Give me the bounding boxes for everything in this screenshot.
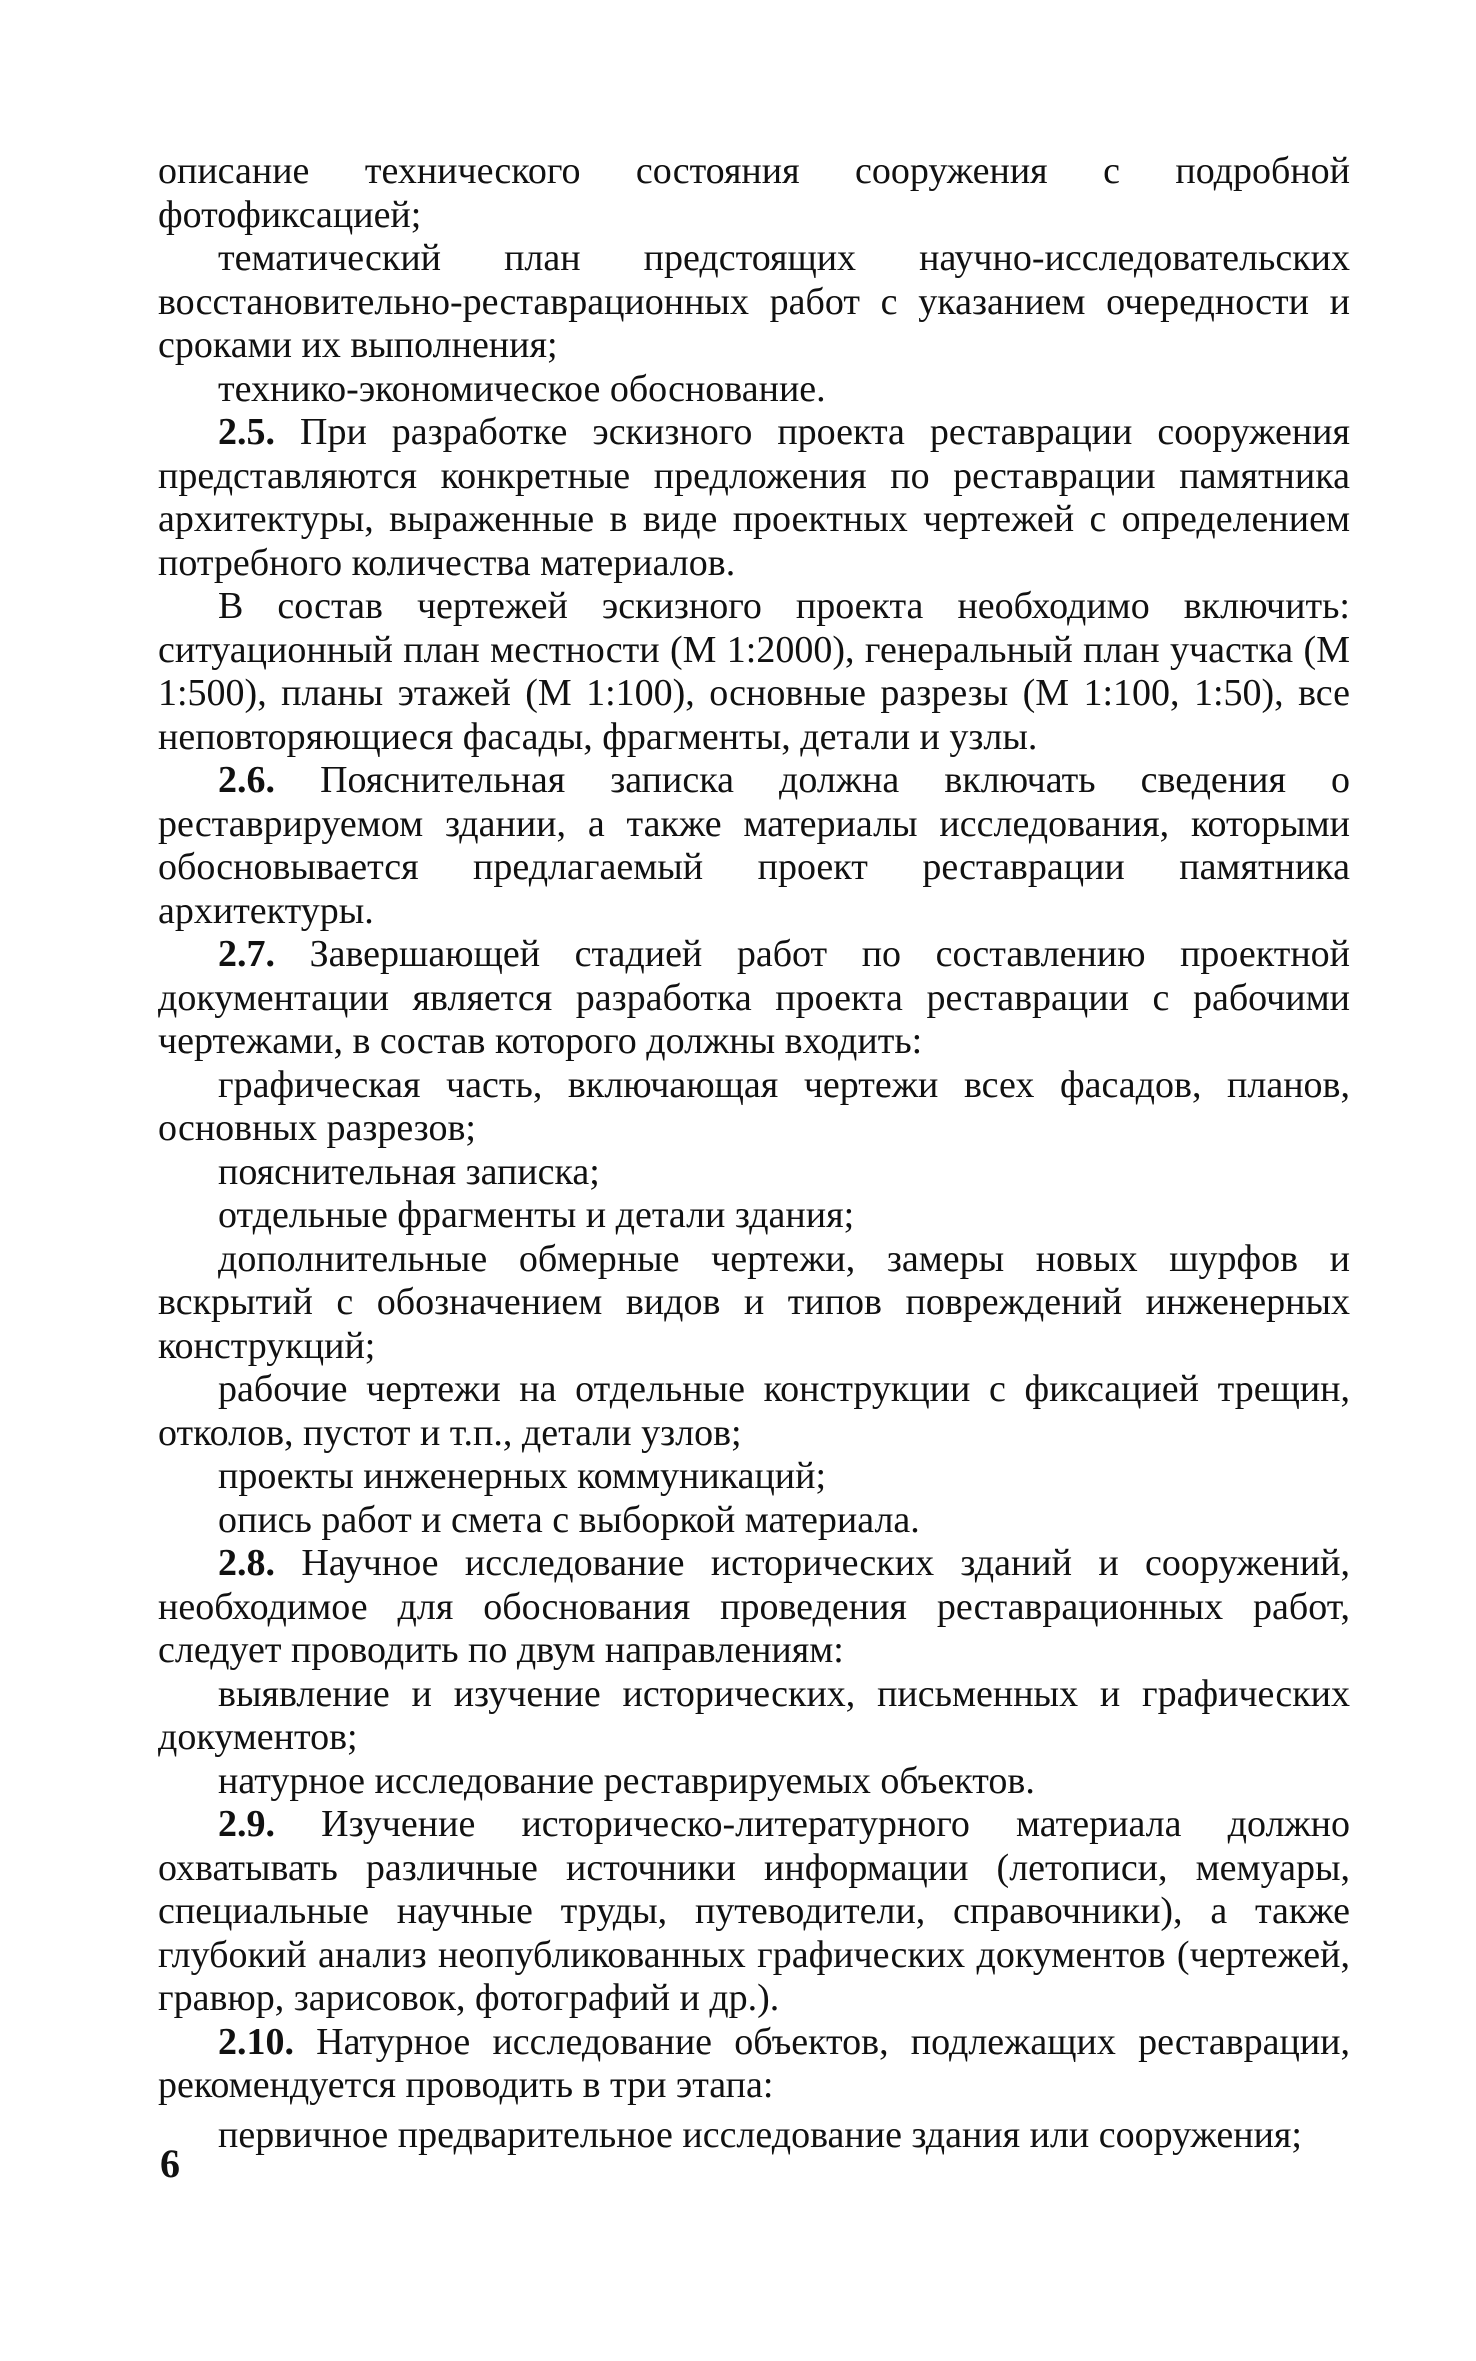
paragraph-text: технико-экономическое обоснование. (218, 367, 826, 410)
paragraph (158, 1238, 1350, 1369)
section-number: 2.7. (218, 933, 275, 975)
paragraph (158, 933, 1350, 1064)
paragraph-text: выявление и изучение исторических, письменных и графических документов; (158, 1672, 1350, 1758)
paragraph-text: первичное предварительное исследование здания или сооружения; (218, 2113, 1302, 2156)
paragraph (158, 150, 1350, 237)
paragraph (158, 1760, 1350, 1804)
paragraph (158, 1673, 1350, 1760)
paragraph-text: проекты инженерных коммуникаций; (218, 1455, 827, 1497)
paragraph-text: Изучение историческо-литературного материала должно охватывать различные источники информации (летописи, мемуары, специальные научные труды, путеводители, справочники), а также глубокий анализ неопубликованных графических документов (чертежей, гравюр, зарисовок, фотографий и др.). (158, 1803, 1351, 2019)
paragraph-text: Научное исследование исторических зданий и сооружений, необходимое для обоснования проведения реставрационных работ, следует проводить по двум направлениям: (158, 1542, 1351, 1671)
section-number: 2.6. (218, 759, 275, 801)
section-number: 2.9. (218, 1803, 275, 1845)
paragraph (158, 1064, 1350, 1151)
paragraph-text: пояснительная записка; (218, 1150, 600, 1193)
paragraph-text: графическая часть, включающая чертежи всех фасадов, планов, основных разрезов; (158, 1063, 1350, 1149)
paragraph (158, 237, 1350, 368)
paragraph (158, 1368, 1350, 1455)
section-number: 2.8. (218, 1542, 275, 1584)
paragraph (158, 1151, 1350, 1195)
paragraph (158, 759, 1350, 933)
paragraph-text: натурное исследование реставрируемых объектов. (218, 1759, 1035, 1802)
paragraph-text: рабочие чертежи на отдельные конструкции с фиксацией трещин, отколов, пустот и т.п., детали узлов; (158, 1368, 1350, 1454)
paragraph-text: При разработке эскизного проекта реставрации сооружения представляются конкретные предложения по реставрации памятника архитектуры, выраженные в виде проектных чертежей с определением потребного количества материалов. (158, 411, 1351, 584)
paragraph-text: В состав чертежей эскизного проекта необходимо включить: ситуационный план местности (М 1:2000), генеральный план участка (М 1:500), планы этажей (М 1:100), основные разрезы (М 1:100, 1:50), все неповторяющиеся фасады, фрагменты, детали и узлы. (158, 585, 1350, 758)
paragraph-text: описание технического состояния сооружения с подробной фотофиксацией; (158, 150, 1350, 236)
paragraph (158, 585, 1350, 759)
paragraph (158, 1499, 1350, 1543)
paragraph (158, 1803, 1350, 2021)
paragraph (158, 1194, 1350, 1238)
paragraph (158, 1542, 1350, 1673)
section-number: 2.10. (218, 2020, 294, 2063)
paragraph (158, 411, 1350, 585)
paragraph-text: Пояснительная записка должна включать сведения о реставрируемом здании, а также материалы исследования, которыми обосновывается предлагаемый проект реставрации памятника архитектуры. (158, 759, 1350, 932)
paragraph (158, 1455, 1350, 1499)
document-body (158, 150, 1350, 2157)
paragraph (158, 2114, 1350, 2158)
paragraph-text: Натурное исследование объектов, подлежащих реставрации, рекомендуется проводить в три этапа: (158, 2020, 1350, 2106)
paragraph (158, 2021, 1350, 2108)
paragraph-text: Завершающей стадией работ по составлению проектной документации является разработка проекта реставрации с рабочими чертежами, в состав которого должны входить: (158, 933, 1350, 1062)
section-number: 2.5. (218, 411, 275, 453)
paragraph-text: опись работ и смета с выборкой материала. (218, 1498, 920, 1541)
paragraph (158, 368, 1350, 412)
paragraph-text: дополнительные обмерные чертежи, замеры новых шурфов и вскрытий с обозначением видов и типов повреждений инженерных конструкций; (158, 1237, 1350, 1367)
paragraph-text: отдельные фрагменты и детали здания; (218, 1194, 855, 1236)
page-number: 6 (160, 2141, 180, 2186)
paragraph-text: тематический план предстоящих научно-исследовательских восстановительно-реставрационных работ с указанием очередности и сроками их выполнения; (158, 237, 1350, 366)
